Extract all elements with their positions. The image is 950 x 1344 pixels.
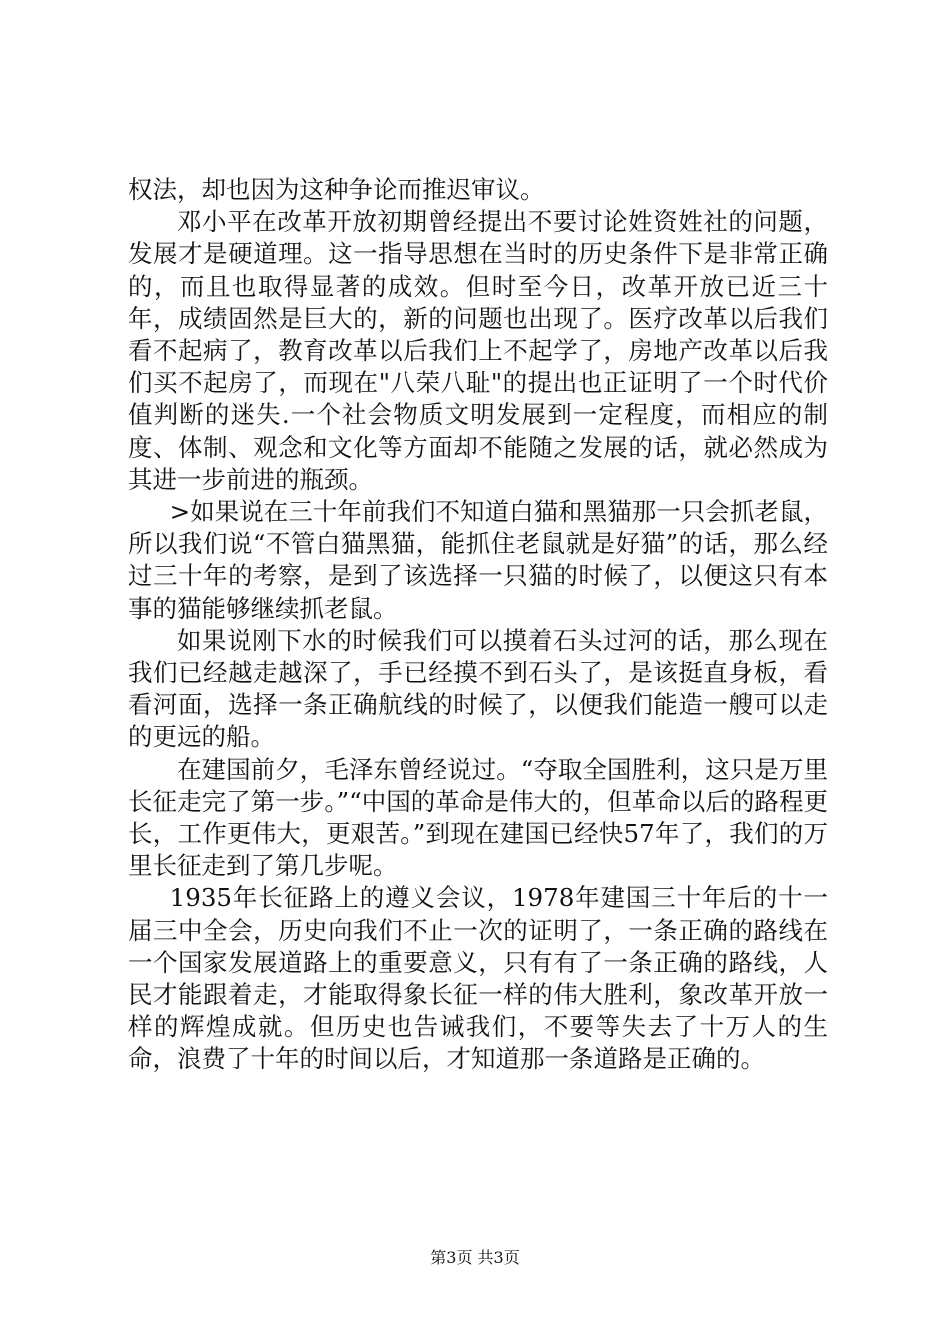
paragraph-deng-xiaoping: 邓小平在改革开放初期曾经提出不要讨论姓资姓社的问题，发展才是硬道理。这一指导思想在当时的历史条件下是非常正确的，而且也取得显著的成效。但时至今日，改革开放已近三十年，成绩固然是巨大的，新的问题也出现了。医疗改革以后我们看不起病了，教育改革以后我们上不起学了，房地产改革以后我们买不起房了，而现在"八荣八耻"的提出也正证明了一个时代价值判断的迷失.一个社会物质文明发展到一定程度，而相应的制度、体制、观念和文化等方面却不能随之发展的话，就必然成为其进一步前进的瓶颈。: [128, 207, 828, 494]
paragraph-continuation: 权法，却也因为这种争论而推迟审议。: [128, 175, 545, 204]
document-body: [128, 174, 828, 1076]
paragraph-mao-quote: 在建国前夕，毛泽东曾经说过。“夺取全国胜利，这只是万里长征走完了第一步。”“中国的革命是伟大的，但革命以后的路程更长，工作更伟大，更艰苦。”到现在建国已经快57年了，我们的万里长征走到了第几步呢。: [128, 754, 828, 881]
paragraph-cat-metaphor: >如果说在三十年前我们不知道白猫和黑猫那一只会抓老鼠，所以我们说“不管白猫黑猫，能抓住老鼠就是好猫”的话，那么经过三十年的考察，是到了该选择一只猫的时候了，以便这只有本事的猫能够继续抓老鼠。: [128, 497, 828, 623]
paragraph-history-lesson: 1935年长征路上的遵义会议，1978年建国三十年后的十一届三中全会，历史向我们不止一次的证明了，一条正确的路线在一个国家发展道路上的重要意义，只有有了一条正确的路线，人民才能跟着走，才能取得象长征一样的伟大胜利，象改革开放一样的辉煌成就。但历史也告诫我们，不要等失去了十万人的生命，浪费了十年的时间以后，才知道那一条道路是正确的。: [128, 883, 828, 1074]
page-number-footer: 第3页 共3页: [430, 1248, 520, 1267]
paragraph-river-metaphor: 如果说刚下水的时候我们可以摸着石头过河的话，那么现在我们已经越走越深了，手已经摸不到石头了，是该挺直身板，看看河面，选择一条正确航线的时候了，以便我们能造一艘可以走的更远的船。: [128, 625, 828, 752]
